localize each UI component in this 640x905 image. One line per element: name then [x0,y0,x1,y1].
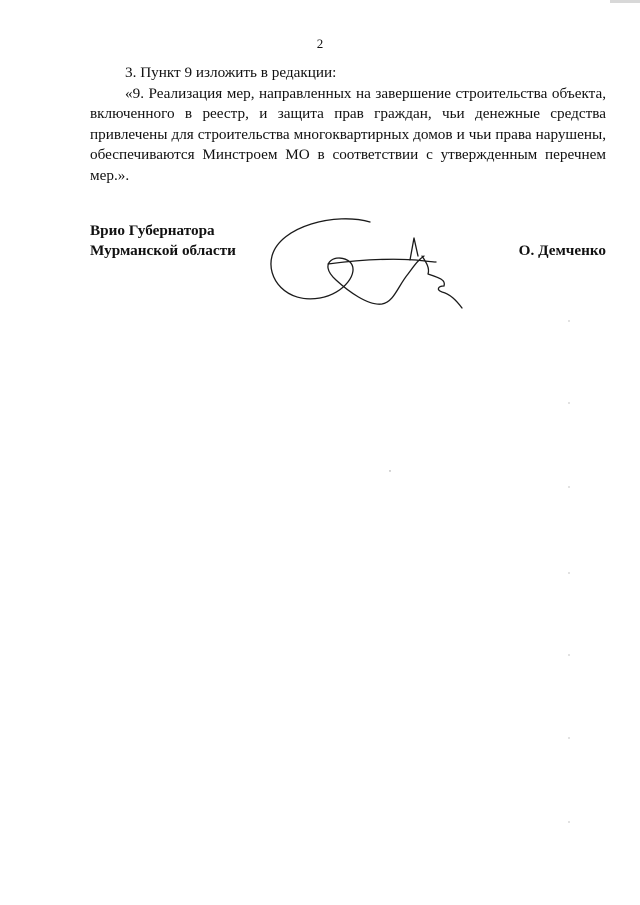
signatory-title-line2: Мурманской области [90,242,236,259]
scan-edge-mark [610,0,640,3]
paragraph-item-3: 3. Пункт 9 изложить в редакции: [125,64,337,81]
document-body [90,63,606,187]
handwritten-signature [258,216,473,316]
signatory-title-line1: Врио Губернатора [90,222,215,239]
page-number: 2 [316,36,324,51]
signatory-title [90,221,236,261]
paragraph-item-9-text: «9. Реализация мер, направленных на завершение строительства объекта, включенного в реестр, и защита прав граждан, чьи денежные средства привлечены для строительства многоквартирных домов и чьи права нарушены, обеспечиваются Минстроем МО в соответствии с утвержденным перечнем мер.». [90,84,606,184]
signatory-name: О. Демченко [518,242,606,259]
